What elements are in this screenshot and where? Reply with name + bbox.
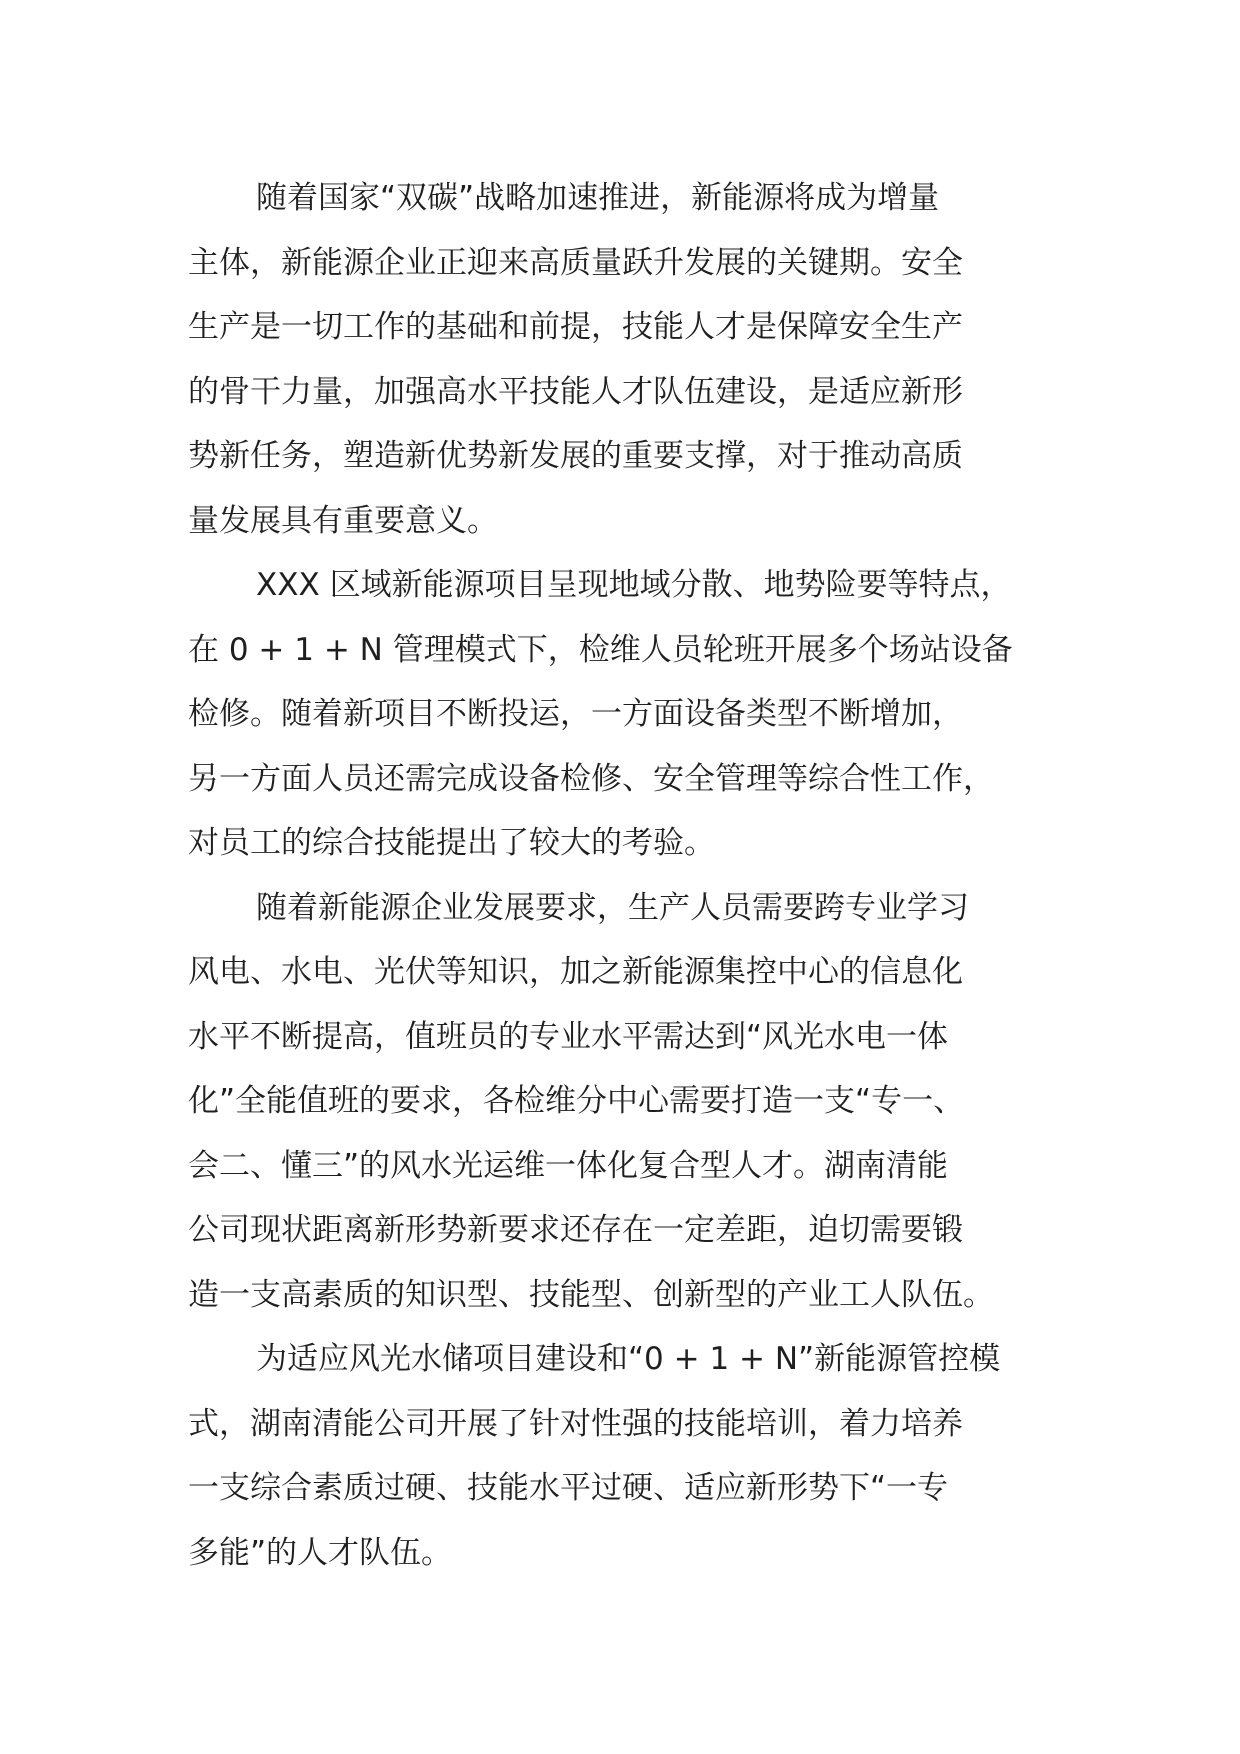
text-line: 会二、懂三”的风水光运维一体化复合型人才。湖南清能 bbox=[188, 1147, 949, 1184]
text-line: 随着国家“双碳”战略加速推进，新能源将成为增量 bbox=[256, 180, 940, 216]
text-line: 在 0 + 1 + N 管理模式下，检维人员轮班开展多个场站设备 bbox=[188, 631, 1013, 668]
text-line: 的骨干力量，加强高水平技能人才队伍建设，是适应新形 bbox=[188, 373, 963, 410]
text-line: XXX 区域新能源项目呈现地域分散、地势险要等特点， bbox=[256, 567, 1012, 603]
body-text bbox=[188, 166, 1068, 1585]
text-line: 一支综合素质过硬、技能水平过硬、适应新形势下“一专 bbox=[188, 1470, 949, 1506]
paragraph-1 bbox=[188, 166, 1068, 553]
paragraph-4 bbox=[188, 1327, 1068, 1585]
text-line: 造一支高素质的知识型、技能型、创新型的产业工人队伍。 bbox=[188, 1276, 994, 1313]
text-line: 生产是一切工作的基础和前提，技能人才是保障安全生产 bbox=[188, 309, 963, 345]
text-line: 多能”的人才队伍。 bbox=[188, 1534, 453, 1571]
paragraph-3 bbox=[188, 876, 1068, 1328]
text-line: 风电、水电、光伏等知识，加之新能源集控中心的信息化 bbox=[188, 954, 963, 990]
text-line: 对员工的综合技能提出了较大的考验。 bbox=[188, 825, 715, 861]
text-line: 量发展具有重要意义。 bbox=[188, 502, 498, 539]
text-line: 式，湖南清能公司开展了针对性强的技能培训，着力培养 bbox=[188, 1405, 963, 1442]
text-line: 水平不断提高，值班员的专业水平需达到“风光水电一体 bbox=[188, 1018, 949, 1055]
paragraph-2 bbox=[188, 553, 1068, 876]
text-line: 化”全能值班的要求，各检维分中心需要打造一支“专一、 bbox=[188, 1083, 965, 1119]
text-line: 主体，新能源企业正迎来高质量跃升发展的关键期。安全 bbox=[188, 244, 963, 281]
text-line: 为适应风光水储项目建设和“0 + 1 + N”新能源管控模 bbox=[256, 1341, 1001, 1377]
text-line: 势新任务，塑造新优势新发展的重要支撑，对于推动高质 bbox=[188, 438, 963, 474]
text-line: 公司现状距离新形势新要求还存在一定差距，迫切需要锻 bbox=[188, 1212, 963, 1248]
text-line: 另一方面人员还需完成设备检修、安全管理等综合性工作， bbox=[188, 760, 994, 797]
text-line: 随着新能源企业发展要求，生产人员需要跨专业学习 bbox=[256, 889, 969, 926]
text-line: 检修。随着新项目不断投运，一方面设备类型不断增加， bbox=[188, 696, 963, 732]
